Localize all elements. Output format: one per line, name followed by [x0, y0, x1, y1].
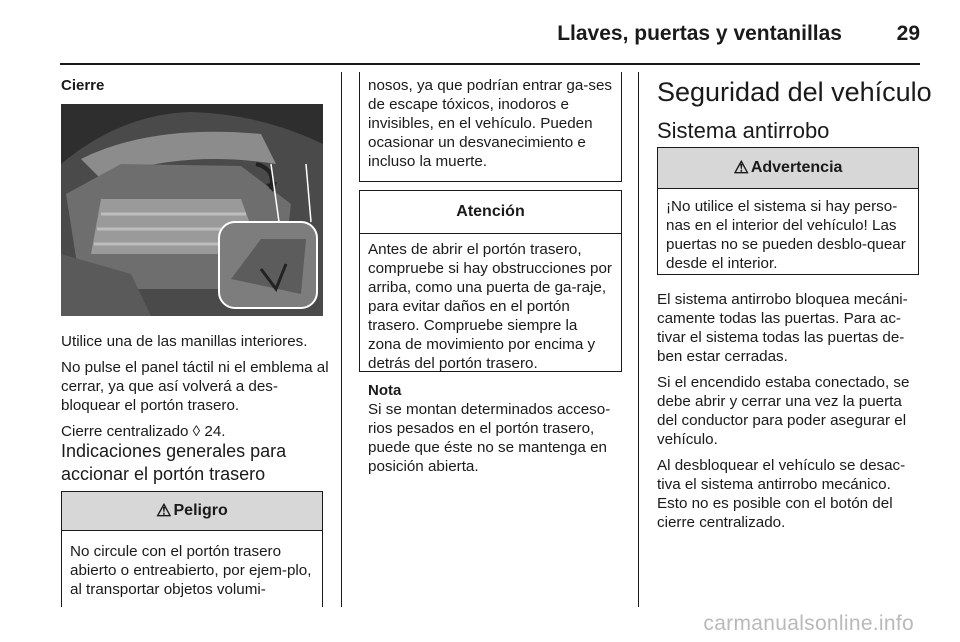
attention-box-title: Atención	[456, 203, 525, 220]
attention-box-header	[360, 191, 621, 234]
col1-body	[61, 332, 329, 448]
section-heading-cierre: Cierre	[61, 77, 105, 94]
watermark: carmanualsonline.info	[703, 612, 914, 635]
paragraph-cierre-centralizado-ref: Cierre centralizado ◊ 24.	[61, 423, 226, 440]
paragraph-desbloqueo: Al desbloquear el vehículo se desac-tiva el sistema antirrobo mecánico. Esto no es posible con el botón del cierre centralizado.	[657, 457, 906, 531]
paragraph-panel-tactil: No pulse el panel táctil ni el emblema al cerrar, ya que así volverá a des-bloquear el portón trasero.	[61, 359, 329, 414]
attention-box	[359, 190, 622, 372]
subsection-title-antirrobo: Sistema antirrobo	[657, 118, 830, 143]
section-title-seguridad: Seguridad del vehículo	[657, 77, 932, 107]
paragraph-bloqueo-mecanico: El sistema antirrobo bloquea mecáni-camente todas las puertas. Para ac-tivar el sistema todas las puertas de-ben estar cerradas.	[657, 291, 908, 365]
col3-body	[657, 290, 925, 539]
warning-triangle-icon: ⚠	[733, 158, 749, 177]
danger-box	[61, 491, 323, 607]
note-heading: Nota	[368, 382, 402, 399]
tailgate-illustration-svg	[61, 104, 323, 316]
column-divider-2	[638, 72, 639, 607]
danger-box-title: Peligro	[173, 502, 228, 519]
page-number: 29	[896, 22, 920, 45]
running-header-title: Llaves, puertas y ventanillas	[557, 22, 842, 45]
warning-box-header	[658, 148, 918, 189]
note-text: Si se montan determinados acceso-rios pesados en el portón trasero, puede que éste no se mantenga en posición abierta.	[368, 401, 611, 475]
warning-box	[657, 147, 919, 275]
warning-box-text: ¡No utilice el sistema si hay perso-nas en el interior del vehículo! Las puertas no se pueden desblo-quear desde el interior.	[666, 198, 906, 272]
paragraph-encendido: Si el encendido estaba conectado, se debe abrir y cerrar una vez la puerta del conductor para poder asegurar el vehículo.	[657, 374, 910, 448]
tailgate-illustration	[61, 104, 323, 316]
paragraph-manillas: Utilice una de las manillas interiores.	[61, 333, 308, 350]
danger-box-text: No circule con el portón trasero abierto o entreabierto, por ejem-plo, al transportar objetos volumi-	[70, 543, 312, 598]
header-rule	[60, 63, 920, 65]
danger-box-header	[62, 492, 322, 531]
section-heading-indicaciones: Indicaciones generales para accionar el portón trasero	[61, 441, 287, 484]
attention-box-text: Antes de abrir el portón trasero, compruebe si hay obstrucciones por arriba, como una puerta de ga-raje, para evitar daños en el portón trasero. Compruebe siempre la zona de movimiento por encima y detrás del portón trasero.	[368, 241, 612, 372]
warning-triangle-icon: ⚠	[156, 501, 172, 520]
danger-box-continued-text: nosos, ya que podrían entrar ga-ses de escape tóxicos, inodoros e invisibles, en el vehículo. Pueden ocasionar un desvanecimiento e incluso la muerte.	[368, 77, 612, 170]
column-divider-1	[341, 72, 342, 607]
danger-box-continued	[359, 72, 622, 182]
warning-box-title: Advertencia	[750, 159, 843, 176]
